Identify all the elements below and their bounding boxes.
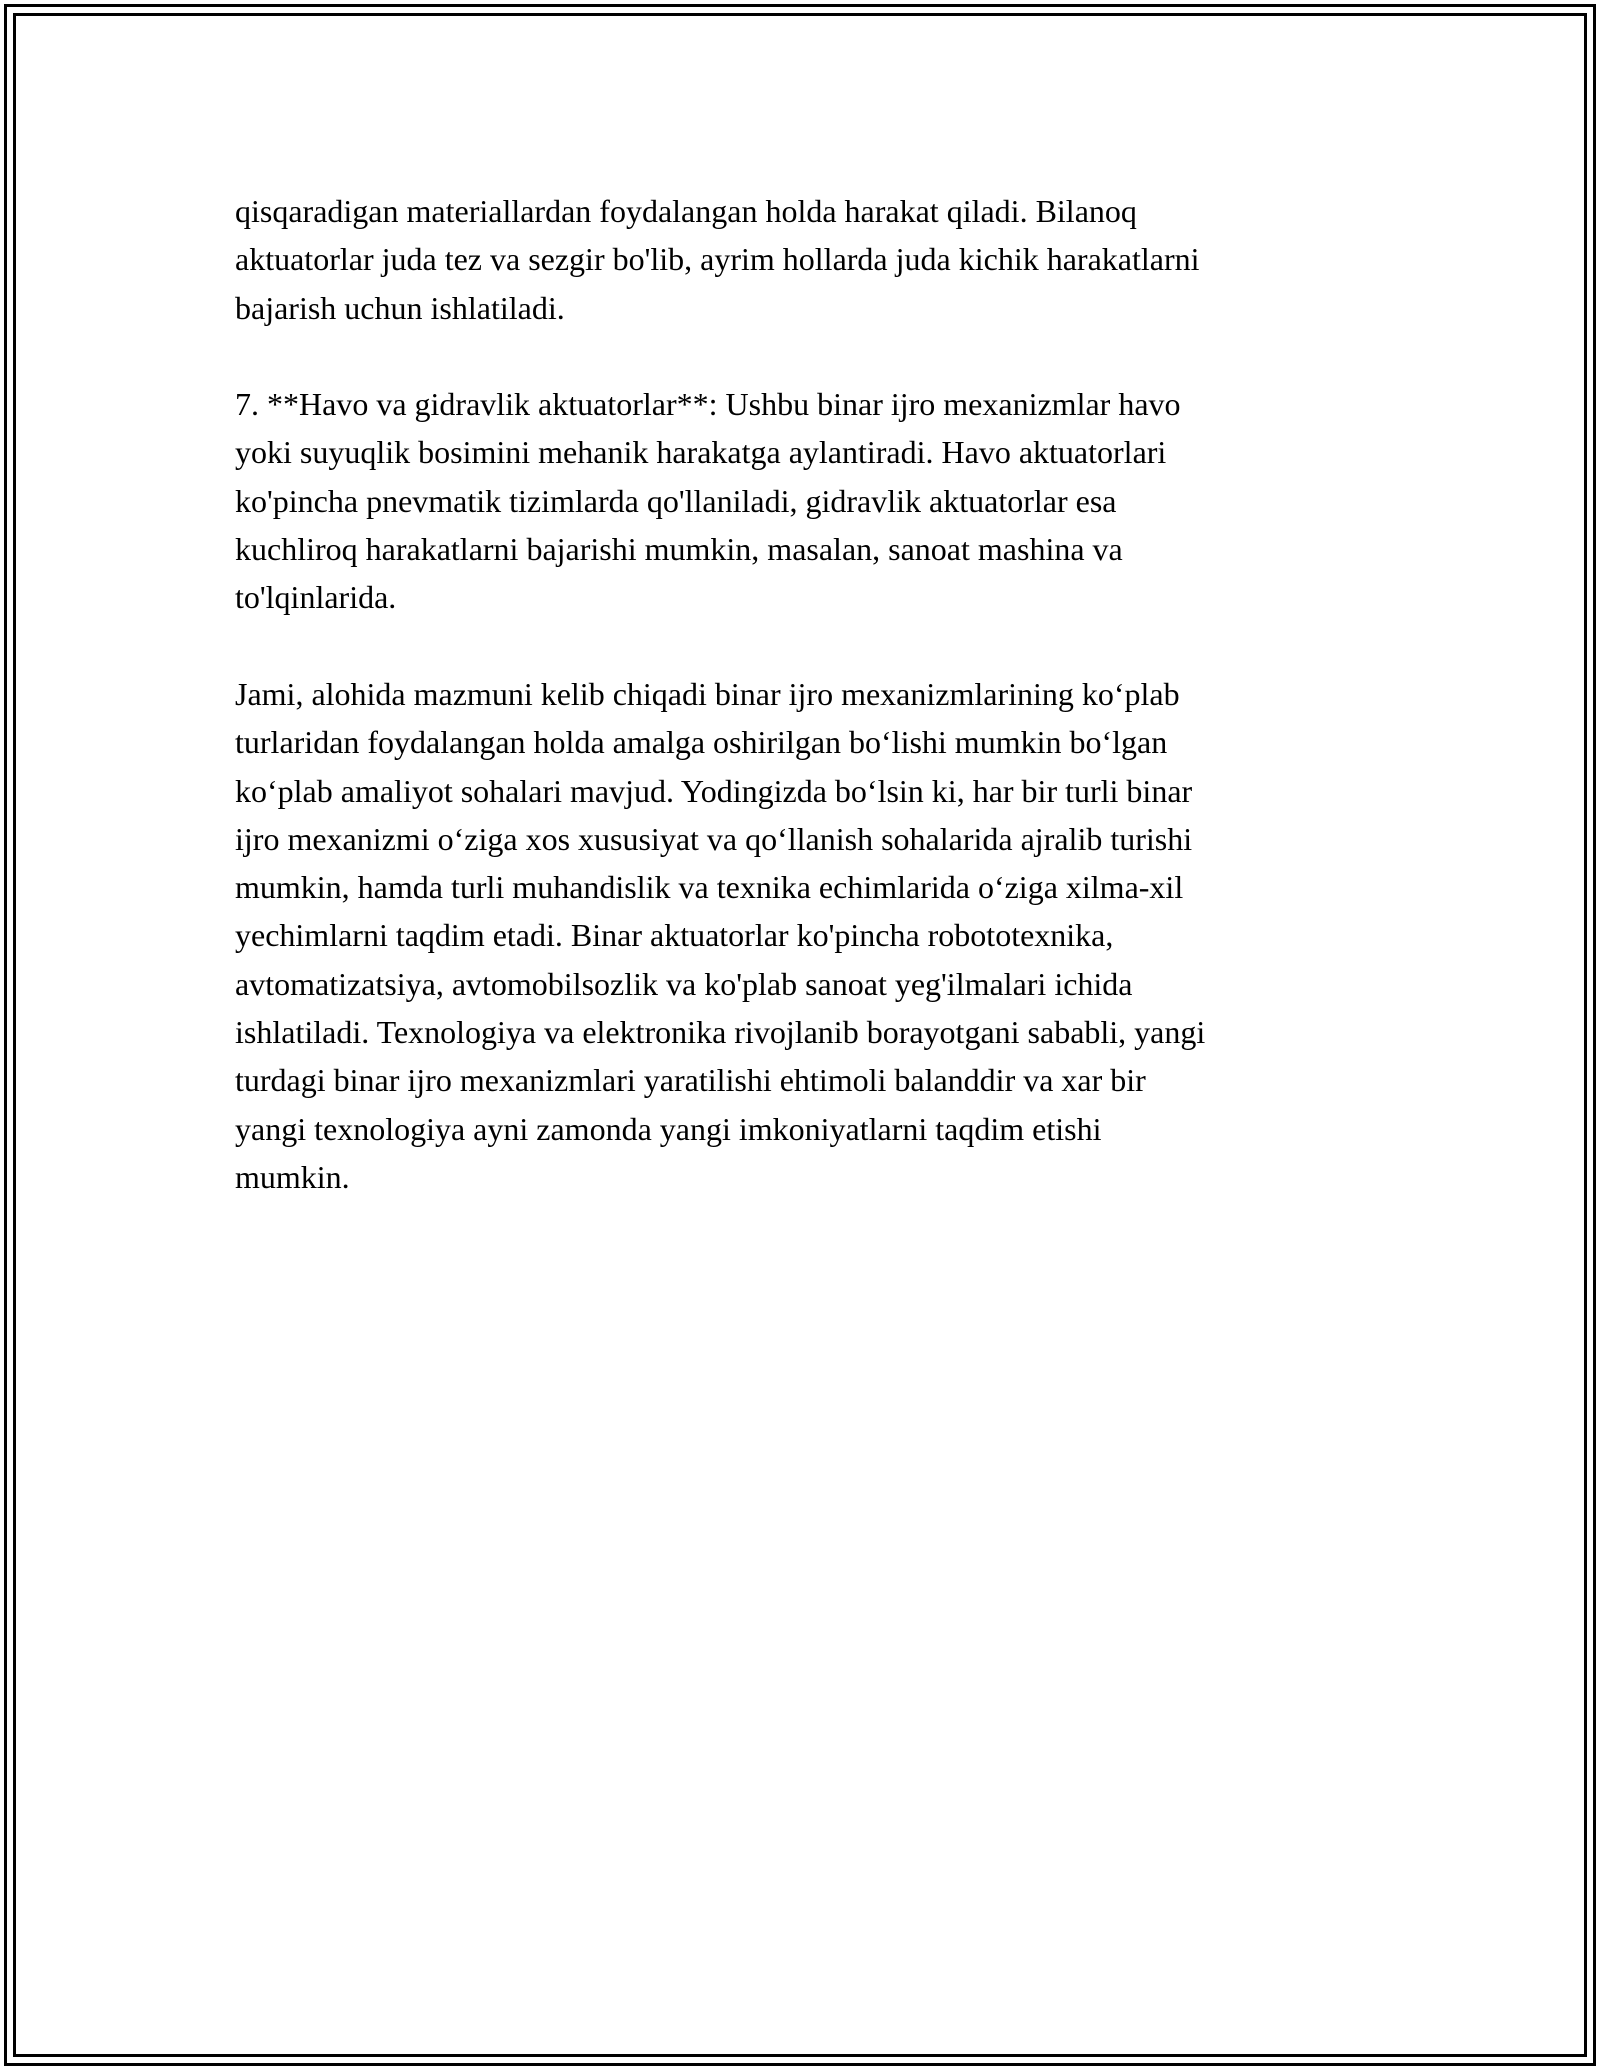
text-line: avtomatizatsiya, avtomobilsozlik va ko'plab sanoat yeg'ilmalari ichida xyxy=(235,965,1133,1002)
text-line: aktuatorlar juda tez va sezgir bo'lib, ayrim hollarda juda kichik harakatlarni xyxy=(235,241,1200,278)
text-line: Jami, alohida mazmuni kelib chiqadi binar ijro mexanizmlarining koʻplab xyxy=(235,675,1180,712)
text-line: yoki suyuqlik bosimini mehanik harakatga aylantiradi. Havo aktuatorlari xyxy=(235,434,1167,471)
text-line: koʻplab amaliyot sohalari mavjud. Yodingizda boʻlsin ki, har bir turli binar xyxy=(235,772,1193,809)
text-line: yechimlarni taqdim etadi. Binar aktuatorlar ko'pincha robototexnika, xyxy=(235,917,1114,954)
text-line: ishlatiladi. Texnologiya va elektronika rivojlanib borayotgani sababli, yangi xyxy=(235,1014,1206,1051)
text-line: 7. **Havo va gidravlik aktuatorlar**: Ushbu binar ijro mexanizmlar havo xyxy=(235,386,1181,423)
text-line: mumkin, hamda turli muhandislik va texnika echimlarida oʻziga xilma-xil xyxy=(235,869,1184,906)
text-line: turlaridan foydalangan holda amalga oshirilgan boʻlishi mumkin boʻlgan xyxy=(235,724,1168,761)
paragraph-3 xyxy=(235,670,1365,1201)
text-line: turdagi binar ijro mexanizmlari yaratilishi ehtimoli balanddir va xar bir xyxy=(235,1062,1146,1099)
text-line: to'lqinlarida. xyxy=(235,579,397,616)
text-line: yangi texnologiya ayni zamonda yangi imkoniyatlarni taqdim etishi xyxy=(235,1110,1102,1147)
text-line: kuchliroq harakatlarni bajarishi mumkin, masalan, sanoat mashina va xyxy=(235,531,1123,568)
paragraph-2 xyxy=(235,380,1365,621)
text-line: ko'pincha pnevmatik tizimlarda qo'llaniladi, gidravlik aktuatorlar esa xyxy=(235,482,1117,519)
text-line: qisqaradigan materiallardan foydalangan holda harakat qiladi. Bilanoq xyxy=(235,193,1137,229)
text-line: bajarish uchun ishlatiladi. xyxy=(235,289,565,326)
text-line: ijro mexanizmi oʻziga xos xususiyat va qoʻllanish sohalarida ajralib turishi xyxy=(235,820,1193,857)
text-line: mumkin. xyxy=(235,1158,350,1195)
document-body xyxy=(235,187,1365,1250)
paragraph-1 xyxy=(235,187,1365,332)
